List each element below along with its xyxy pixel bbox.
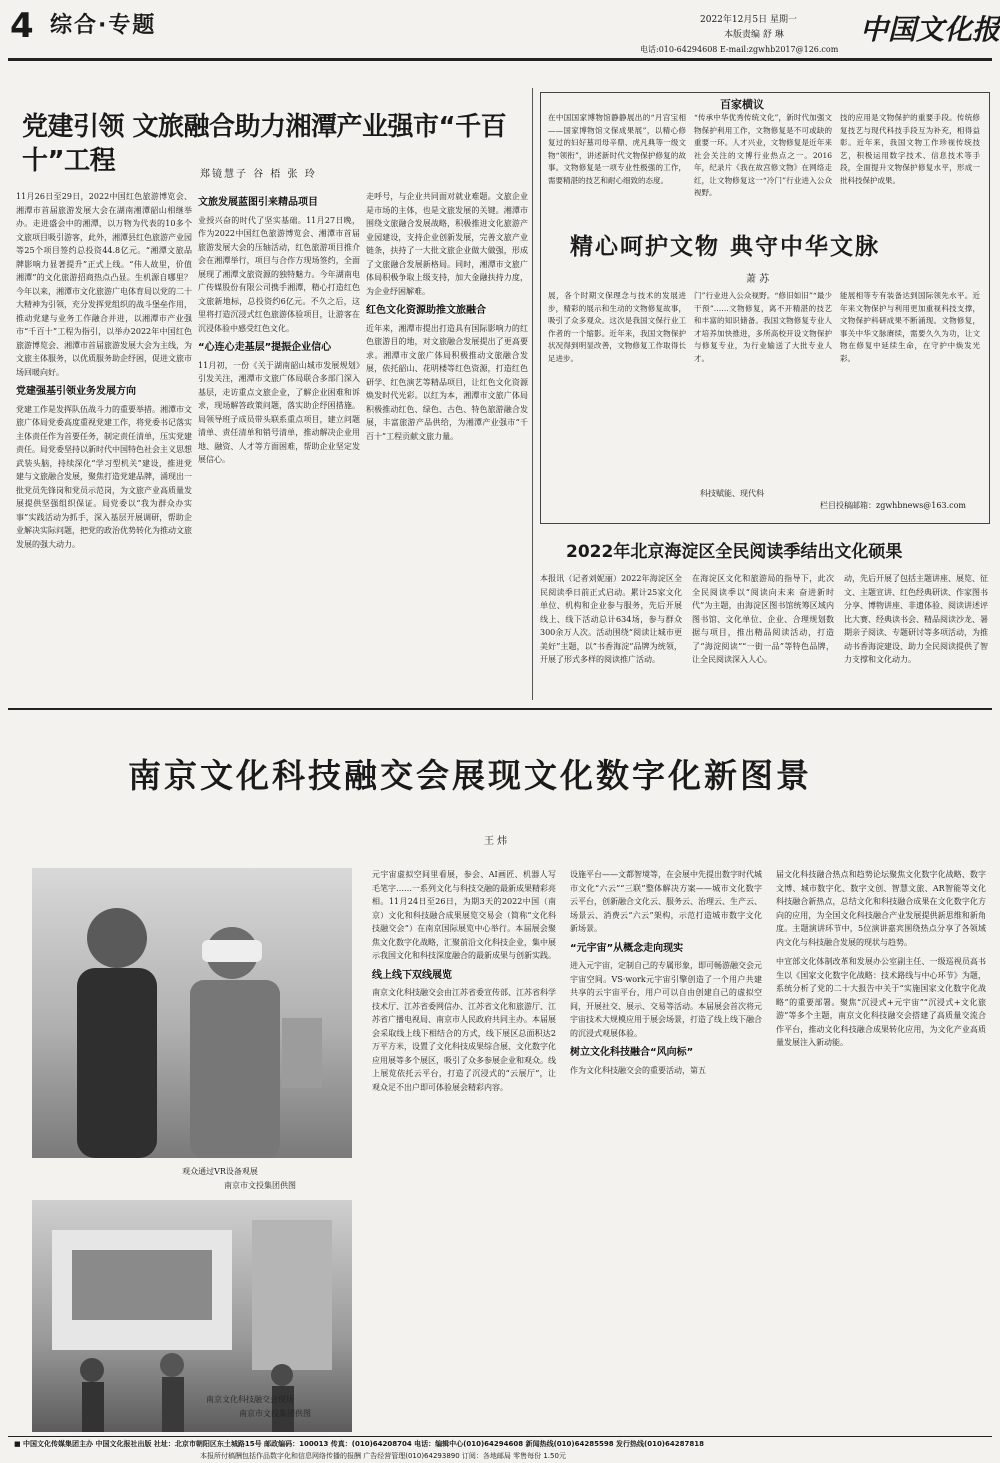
article3-col2 [570,868,762,1428]
article1-col3 [366,190,528,698]
article1-col2b-text: 11月初，一份《关于湖南韶山城市发展规划》引发关注，湘潭市文旅广体局联合多部门深入基层，走访重点文旅企业，了解企业困难和诉求，现场解答政策问题，落实助企纾困措施。局领导班子成员带头联系重点项目，建立问题清单、责任清单和销号清单，推动解决企业用地、融资、人才等方面困难，帮助企业坚定发展信心。 [198,360,360,464]
header-contact: 电话:010-64294608 E-mail:zgwhb2017@126.com [640,45,839,54]
article3-col3 [776,868,986,1428]
article1-subhead-4: 红色文化资源助推文旅融合 [366,305,486,316]
article3-col2b-text: 进入元宇宙，定制自己的专属形象，即可畅游融交会元宇宙空间。VS·work元宇宙引擎创造了一个用户共建共享的云宇宙平台，用户可以自由创建自己的虚拟空间，开展社交、展示、交易等活动。本届展会首次将元宇宙技术大规模应用于展会场景，打造了线上线下融合的沉浸式观展体验。 [570,961,762,1038]
article3-col3-text: 届文化科技融合热点和趋势论坛聚焦文化数字化战略、数字文博、城市数字化、数字文创、智慧文旅、AR智能等文化科技融合新热点，总结文化和科技融合成果在文化数字化方向的应用，为全国文化科技融合产业发展提供新思维和新角度。主题演讲环节中，5位演讲嘉宾围绕热点分享了各领域内文化与科技融合发展的现状与趋势。 [776,870,986,947]
caption-2-line2: 南京市文投集团供图 [239,1409,311,1418]
vr-photo [32,868,352,1158]
masthead: 中国文化报 [860,13,1000,46]
vr-photo-illustration [32,868,352,1158]
caption-2-line1: 南京文化科技融交会现场 [206,1395,294,1404]
article1-col2 [198,190,360,698]
article2-col3 [844,572,988,698]
page-number: 4 [10,6,34,46]
article2-col3-text: 动，先后开展了包括主题讲座、展览、征文、主题宣讲、红色经典研读、作家图书分享、博物讲座、非遗体验、阅读讲述评比大赛、经典读书会、精品阅读沙龙、暑期亲子阅读、专题研讨等多项活动，为推动书香海淀建设、助力全民阅读提供了智力支撑和文化动力。 [844,574,988,664]
article3-author: 王 炜 [484,836,508,847]
opinion-col5 [694,290,832,480]
article2-title: 2022年北京海淀区全民阅读季结出文化硕果 [566,542,903,562]
opinion-col6 [840,290,980,460]
opinion-col2-text: “传承中华优秀传统文化”，新时代加强文物保护利用工作，文物修复是不可或缺的重要一环。人才兴业，文物修复是近年来社会关注的文博行业热点之一。2016年，纪录片《我在故宫修文物》在网络走红，让文物修复这一“冷门”行业进入公众视野。 [694,113,832,197]
opinion-col3-text: 技的应用是文物保护的重要手段。传统修复技艺与现代科技手段互为补充，相得益彰。近年来，我国文物工作珍视传统技艺，积极运用数字技术、信息技术等手段，全面提升文物保护修复水平，形成一批科技保护成果。 [840,113,980,185]
article3-subhead-1: 线上线下双线展览 [372,969,452,981]
article1-subhead-2: 文旅发展蓝图引来精品项目 [198,197,318,208]
opinion-col4 [548,290,686,480]
opinion-col4-text: 展，各个时期文保理念与技术的发展进步，精彩的展示和生动的文物修复故事，吸引了众多观众。这次是我国文保行业工作者的一个缩影。近年来，我国文物保护状况得到明显改善，文物修复工作取得长足进步。 [548,291,686,363]
article1-title: 党建引领 文旅融合助力湘潭产业强市“千百十”工程 [22,112,507,176]
article1-divider [532,88,533,700]
caption-1-line2: 南京市文投集团供图 [224,1181,296,1190]
footer-line2: 本报所付稿酬包括作品数字化和信息网络传播的报酬 广告经营管理(010)64293890 订阅：各地邮局 零售每份 1.50元 [200,1452,566,1460]
article1-col2-text: 业授兴奋的时代了坚实基础。11月27日晚，作为2022中国红色旅游博览会、湘潭市首届旅游发展大会的压轴活动，红色旅游项目推介会在湘潭举行，项目与合作方现场签约，全面展现了湘潭文旅资源的独特魅力。今年湖南电广传媒股份有限公司携手湘潭，精心打造红色文旅新地标，总投资约6亿元。不久之后，这里将打造沉浸式红色旅游体验项目，让游客在沉浸体验中感受红色文化。 [198,215,360,333]
article3-col1-text: 元宇宙虚拟空间里看展，参会、AI画匠、机器人写毛笔字……一系列文化与科技交融的最新成果精彩亮相。11月24日至26日，为期3天的2022中国（南京）文化和科技融合成果展览交易会（简称“文化科技融交会”）在南京国际展览中心举行。本届展会聚焦文化数字化战略，汇聚前沿文化科技企业，集中展示我国文化和科技深度融合的最新成果与创新实践。 [372,870,556,960]
article2-col2-text: 在海淀区文化和旅游局的指导下，此次全民阅读季以“阅读向未来 奋进新时代”为主题，由海淀区图书馆统筹区域内图书馆、文化单位、企业、合理规划数据与项目，推出精品阅读活动，打造了“海淀阅读”“一街一品”等特色品牌，让全民阅读深入人心。 [692,574,834,664]
mid-rule [8,708,992,710]
article3-col1 [372,868,556,1428]
article2-col1-text: 本报讯（记者刘妮丽）2022年海淀区全民阅读季日前正式启动。累计25家文化单位、机构和企业参与服务，先后开展线上、线下活动总计634场，参与群众300余万人次。活动围绕“阅读让城市更美好”主题，以“书香海淀”品牌为统领，开展了形式多样的阅读推广活动。 [540,574,682,664]
opinion-banner: 百家横议 [720,98,764,111]
article1-col1b-text: 党建工作是发挥队伍战斗力的重要举措。湘潭市文旅广体局党委高度重视党建工作，将党委书记落实主体责任作为首要任务，制定责任清单，压实党建责任。局党委坚持以新时代中国特色社会主义思想武装头脑，持续深化“学习型机关”建设，推进党建与文旅融合发展，聚焦打造党建品牌，涌现出一批党员先锋岗和党员示范岗，为文旅产业高质量发展提供坚强组织保证。局党委以“我为群众办实事”实践活动为抓手，深入基层开展调研，帮助企业解决实际问题，把党的政治优势转化为推动文旅发展的强大动力。 [16,404,192,549]
footer-line1: ■ 中国文化传媒集团主办 中国文化报社出版 社址：北京市朝阳区东土城路15号 邮政编码：100013 传真：(010)64208704 电话：编辑中心(010)64294608 新闻热线(010)64285598 发行热线(010)64287818 [14,1440,704,1448]
article3-subhead-3: 树立文化科技融合“风向标” [570,1047,694,1058]
article1-authors: 郑镜慧子 谷 梧 张 玲 [200,169,317,180]
header-editor: 本版责编 舒 琳 [724,30,784,40]
article1-subhead-3: “心连心走基层”提振企业信心 [198,342,332,353]
article3-col1b-text: 南京文化科技融交会由江苏省委宣传部、江苏省科学技术厅、江苏省委网信办、江苏省文化和旅游厅、江苏省广播电视局、南京市人民政府共同主办。本届展会采取线上线下相结合的方式，线下展区总面积达2万平方米，设置了文化科技成果综合展、文化数字化应用展等多个展区，吸引了众多参展企业和观众。线上展览依托云平台，打造了沉浸式的“云展厅”，让观众足不出户即可体验展会精彩内容。 [372,988,556,1092]
article1-col1 [16,190,192,698]
caption-1-line1: 观众通过VR设备观展 [182,1167,258,1176]
header-rule [8,58,992,61]
opinion-col1 [548,112,686,222]
article3-subhead-2: “元宇宙”从概念走向现实 [570,942,684,954]
article1-col3-text: 走呼号，与企业共同面对就业难题。文旅企业是市场的主体，也是文旅发展的关键。湘潭市围绕文旅融合发展战略，积极推进文化旅游产业园建设，支持企业创新发展，完善文旅产业链条，扶持了一大批文旅企业做大做强，形成了文旅融合发展新格局。同时，湘潭市文旅广体局积极争取上级支持，加大金融扶持力度，为企业纾困解难。 [366,192,528,296]
article2-col2 [692,572,834,698]
article2-col1 [540,572,682,698]
article1-col1-text: 11月26日至29日，2022中国红色旅游博览会、湘潭市首届旅游发展大会在湖南湘潭韶山相继举办。走进盛会中的湘潭，以万物为代表的10多个文旅项目吸引游客，此外，湘潭县红色旅游产业园等25个项目签约总投资44.8亿元。“湘潭文旅品牌影响力显著提升”正式上线。“伟人故里，价值湘潭”的文化旅游招商热点凸显。生机源自哪里？今年以来，湘潭市文化旅游广电体育局以党的二十大精神为引领，充分发挥党组织的战斗堡垒作用，推动党建与业务工作融合并进，以湘潭市产业强市“千百十”工程为指引，以举办2022年中国红色旅游博览会、湘潭市首届旅游发展大会为主线，为文旅主体服务，以优质服务助企纾困，促进文旅市场回暖向好。 [16,192,192,377]
opinion-contact: 栏目投稿邮箱：zgwhbnews@163.com [820,501,966,510]
article3-col2-text: 设施平台——文都智境等，在会展中先提出数字时代城市文化“六云”“三联”整体解决方案——城市文化数字云平台，创新融合文化云、服务云、治理云、生产云、场景云、消费云“六云”架构，示范打造城市数字文化新场景。 [570,870,762,933]
article1-col3b-text: 近年来，湘潭市提出打造具有国际影响力的红色旅游目的地，对文旅融合发展提出了更高要求。湘潭市文旅广体局积极推动文旅融合发展，依托韶山、花明楼等红色资源，打造红色研学、红色演艺等精品项目，让红色文化资源焕发时代光彩。以红为本，湘潭市文旅广体局积极推动红色、绿色、古色、特色旅游融合发展，丰富旅游产品供给，为湘潭产业强市“千百十”工程贡献文旅力量。 [366,323,528,441]
article3-col3b-text: 中宣部文化体制改革和发展办公室副主任、一级巡视员高书生以《国家文化数字化战略：技术路线与中心环节》为题，系统分析了党的二十大报告中关于“实施国家文化数字化战略”的重要部署。聚焦“沉浸式+元宇宙”“沉浸式+文化旅游”等多个主题，南京文化科技融交会搭建了高质量交流合作平台，推动文化科技融合成果转化应用，为文化产业高质量发展注入新动能。 [776,957,986,1047]
header-date: 2022年12月5日 星期一 [700,15,797,25]
opinion-footer: 科技赋能、现代科 [700,489,764,498]
opinion-col5-text: 门”行业进入公众视野。“修旧如旧”“最少干预”……文物修复，离不开精湛的技艺和丰富的知识储备。我国文物修复专业人才培养加快推进，多所高校开设文物保护与修复专业，为行业输送了大批专业人才。 [694,291,832,363]
opinion-col6-text: 能展相等专有装备达到国际领先水平。近年来文物保护与利用更加重视科技支撑，文物保护科研成果不断涌现。文物修复，事关中华文脉赓续，需要久久为功，让文物在修复中延续生命，在守护中焕发光彩。 [840,291,980,363]
opinion-author: 萧 苏 [746,274,770,285]
opinion-title: 精心呵护文物 典守中华文脉 [570,234,881,260]
article3-title: 南京文化科技融交会展现文化数字化新图景 [128,756,812,795]
opinion-col3 [840,112,980,222]
article1-subhead-1: 党建强基引领业务发展方向 [16,386,136,397]
opinion-col2 [694,112,832,222]
footer-rule [8,1436,992,1437]
opinion-col1-text: 在中国国家博物馆静静展出的“月宫宝相——国家博物馆文保成果展”，以精心修复过的妇好墓司母辛鼎、虎凡典等一级文物“领衔”，讲述新时代文物保护修复的故事。文物修复是一项专业性极强的工作，需要精湛的技艺和耐心细致的态度。 [548,113,686,185]
article3-col2c-text: 作为文化科技融交会的重要活动，第五 [570,1065,706,1075]
section-title: 综合·专题 [50,13,157,38]
